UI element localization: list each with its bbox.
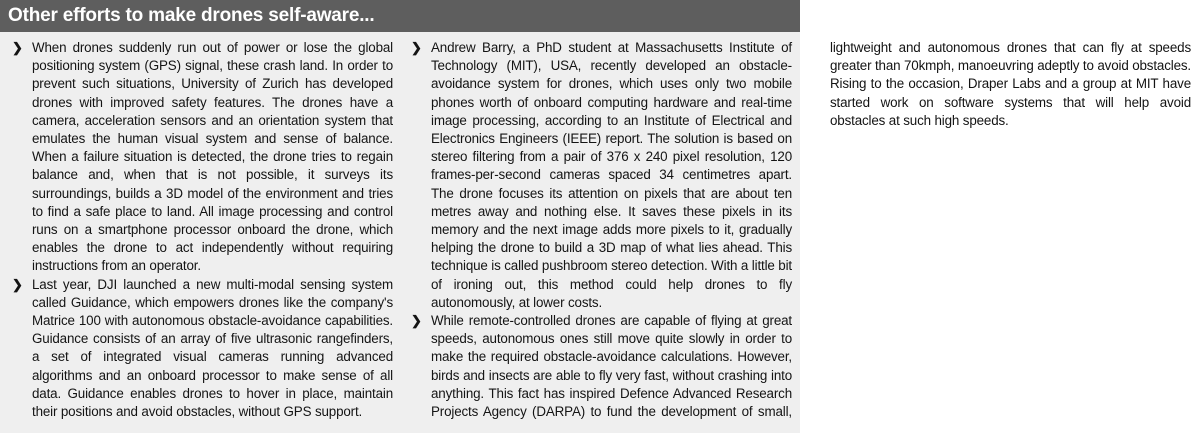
- list-item-text: When drones suddenly run out of power or lose the global positioning system (GPS) signal, these crash land. In order to prevent such situations, University of Zurich has developed drones with improved safety features. The drones have a camera, acceleration sensors and an orientation system that emulates the human visual system and sense of balance. When a failure situation is detected, the drone tries to regain balance and, when that is not possible, it surveys its surroundings, builds a 3D model of the environment and tries to find a safe place to land. All image processing and control runs on a smartphone processor onboard the drone, which enables the drone to act independently without requiring instructions from an operator.: [32, 40, 393, 274]
- list-item: [8, 39, 393, 276]
- list-item: [407, 39, 792, 312]
- panel-title: Other efforts to make drones self-aware...: [0, 0, 800, 32]
- list-item-text: While remote-controlled drones are capable of flying at great speeds, autonomous ones still move quite slowly in order to make the required obstacle-avoidance calculations. However, birds and insects are able to fly very fast, without crashing into anything. This fact has inspired Defence Advanced Research Projects Agency (DARPA) to fund the development of small, lightweight and autonomous drones that can fly at speeds greater than 70kmph, manoeuvring adeptly to avoid obstacles. Rising to the occasion, Draper Labs and a group at MIT have started work on software systems that will help avoid obstacles at such high speeds.: [431, 40, 1191, 420]
- list-item: [8, 276, 393, 422]
- chevron-right-icon: ❯: [12, 40, 23, 55]
- list-item-text: Andrew Barry, a PhD student at Massachusetts Institute of Technology (MIT), USA, recently developed an obstacle-avoidance system for drones, which uses only two mobile phones worth of onboard computing hardware and real-time image processing, according to an Institute of Electrical and Electronics Engineers (IEEE) report. The solution is based on stereo filtering from a pair of 376 x 240 pixel resolution, 120 frames-per-second cameras spaced 34 centimetres apart. The drone focuses its attention on pixels that are about ten metres away and nothing else. It saves these pixels in its memory and the next image adds more pixels to it, gradually helping the drone to build a 3D map of what lies ahead. This technique is called pushbroom stereo detection. With a little bit of ironing out, this method could help drones to fly autonomously, at lower costs.: [431, 40, 792, 310]
- chevron-right-icon: ❯: [411, 313, 422, 329]
- chevron-right-icon: ❯: [411, 40, 422, 55]
- list-item-text: Last year, DJI launched a new multi-modal sensing system called Guidance, which empowers drones like the company's Matrice 100 with autonomous obstacle-avoidance capabilities. Guidance consists of an array of five ultrasonic rangefinders, a set of integrated visual cameras running advanced algorithms and an onboard processor to make sense of all data. Guidance enables drones to hover in place, maintain their positions and avoid obstacles, without GPS support.: [32, 276, 393, 420]
- chevron-right-icon: ❯: [12, 276, 23, 292]
- article-body: [0, 36, 1191, 431]
